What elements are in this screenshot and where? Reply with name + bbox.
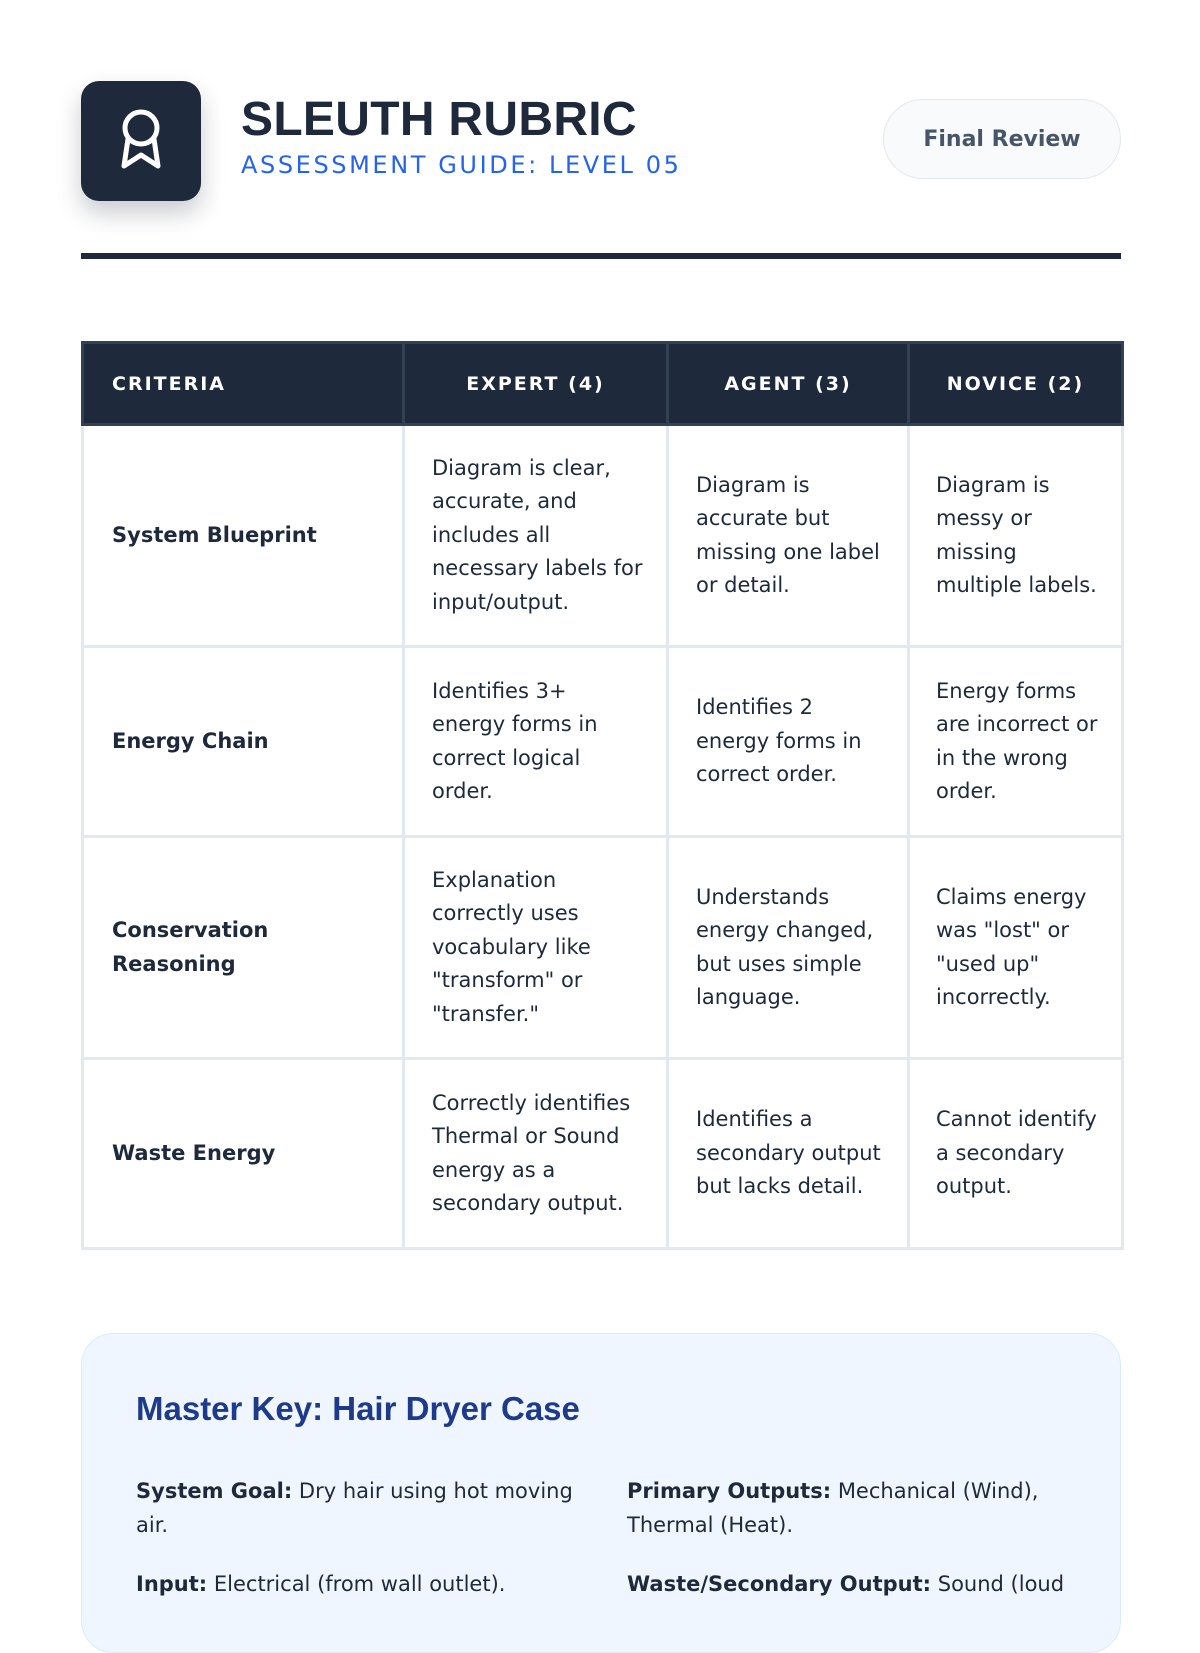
criteria-cell: System Blueprint bbox=[83, 425, 404, 647]
master-key-title: Master Key: Hair Dryer Case bbox=[136, 1390, 580, 1427]
column-header-agent: AGENT (3) bbox=[668, 343, 909, 425]
key-item-text: Mechanical (Wind), Thermal (Heat). bbox=[627, 1479, 1039, 1537]
key-item-label: Waste/Secondary Output: bbox=[627, 1572, 932, 1596]
expert-cell: Explanation correctly uses vocabulary like "transform" or "transfer." bbox=[404, 837, 668, 1059]
table-row bbox=[83, 1059, 1123, 1249]
rubric-table bbox=[81, 341, 1124, 1250]
expert-cell: Diagram is clear, accurate, and includes all necessary labels for input/output. bbox=[404, 425, 668, 647]
column-header-expert: EXPERT (4) bbox=[404, 343, 668, 425]
table-row bbox=[83, 647, 1123, 837]
page-title: SLEUTH RUBRIC bbox=[241, 93, 637, 146]
key-item-system-goal bbox=[136, 1475, 586, 1542]
status-badge: Final Review bbox=[883, 99, 1121, 179]
key-item-waste-output bbox=[627, 1568, 1087, 1602]
agent-cell: Understands energy changed, but uses simple language. bbox=[668, 837, 909, 1059]
column-header-criteria: CRITERIA bbox=[83, 343, 404, 425]
key-item-text: Electrical (from wall outlet). bbox=[213, 1572, 506, 1596]
agent-cell: Identifies a secondary output but lacks detail. bbox=[668, 1059, 909, 1249]
key-item-label: Primary Outputs: bbox=[627, 1479, 832, 1503]
table-row bbox=[83, 425, 1123, 647]
agent-cell: Identifies 2 energy forms in correct order. bbox=[668, 647, 909, 837]
table-row bbox=[83, 837, 1123, 1059]
key-item-text: Dry hair using hot moving air. bbox=[136, 1479, 573, 1537]
key-item-text: Sound (loud bbox=[937, 1572, 1065, 1596]
column-header-novice: NOVICE (2) bbox=[909, 343, 1123, 425]
criteria-cell: Conservation Reasoning bbox=[83, 837, 404, 1059]
key-item-input bbox=[136, 1568, 586, 1602]
header-divider bbox=[81, 253, 1121, 259]
novice-cell: Energy forms are incorrect or in the wrong order. bbox=[909, 647, 1123, 837]
key-item-primary-outputs bbox=[627, 1475, 1067, 1542]
master-key-panel bbox=[81, 1333, 1121, 1653]
logo bbox=[81, 81, 201, 201]
expert-cell: Identifies 3+ energy forms in correct logical order. bbox=[404, 647, 668, 837]
key-item-label: System Goal: bbox=[136, 1479, 293, 1503]
header bbox=[81, 81, 1121, 201]
criteria-cell: Energy Chain bbox=[83, 647, 404, 837]
page-subtitle: ASSESSMENT GUIDE: LEVEL 05 bbox=[241, 151, 682, 179]
key-item-label: Input: bbox=[136, 1572, 208, 1596]
novice-cell: Diagram is messy or missing multiple labels. bbox=[909, 425, 1123, 647]
novice-cell: Claims energy was "lost" or "used up" incorrectly. bbox=[909, 837, 1123, 1059]
novice-cell: Cannot identify a secondary output. bbox=[909, 1059, 1123, 1249]
table-header-row bbox=[83, 343, 1123, 425]
expert-cell: Correctly identifies Thermal or Sound energy as a secondary output. bbox=[404, 1059, 668, 1249]
award-ribbon-icon bbox=[117, 108, 165, 174]
criteria-cell: Waste Energy bbox=[83, 1059, 404, 1249]
agent-cell: Diagram is accurate but missing one label or detail. bbox=[668, 425, 909, 647]
